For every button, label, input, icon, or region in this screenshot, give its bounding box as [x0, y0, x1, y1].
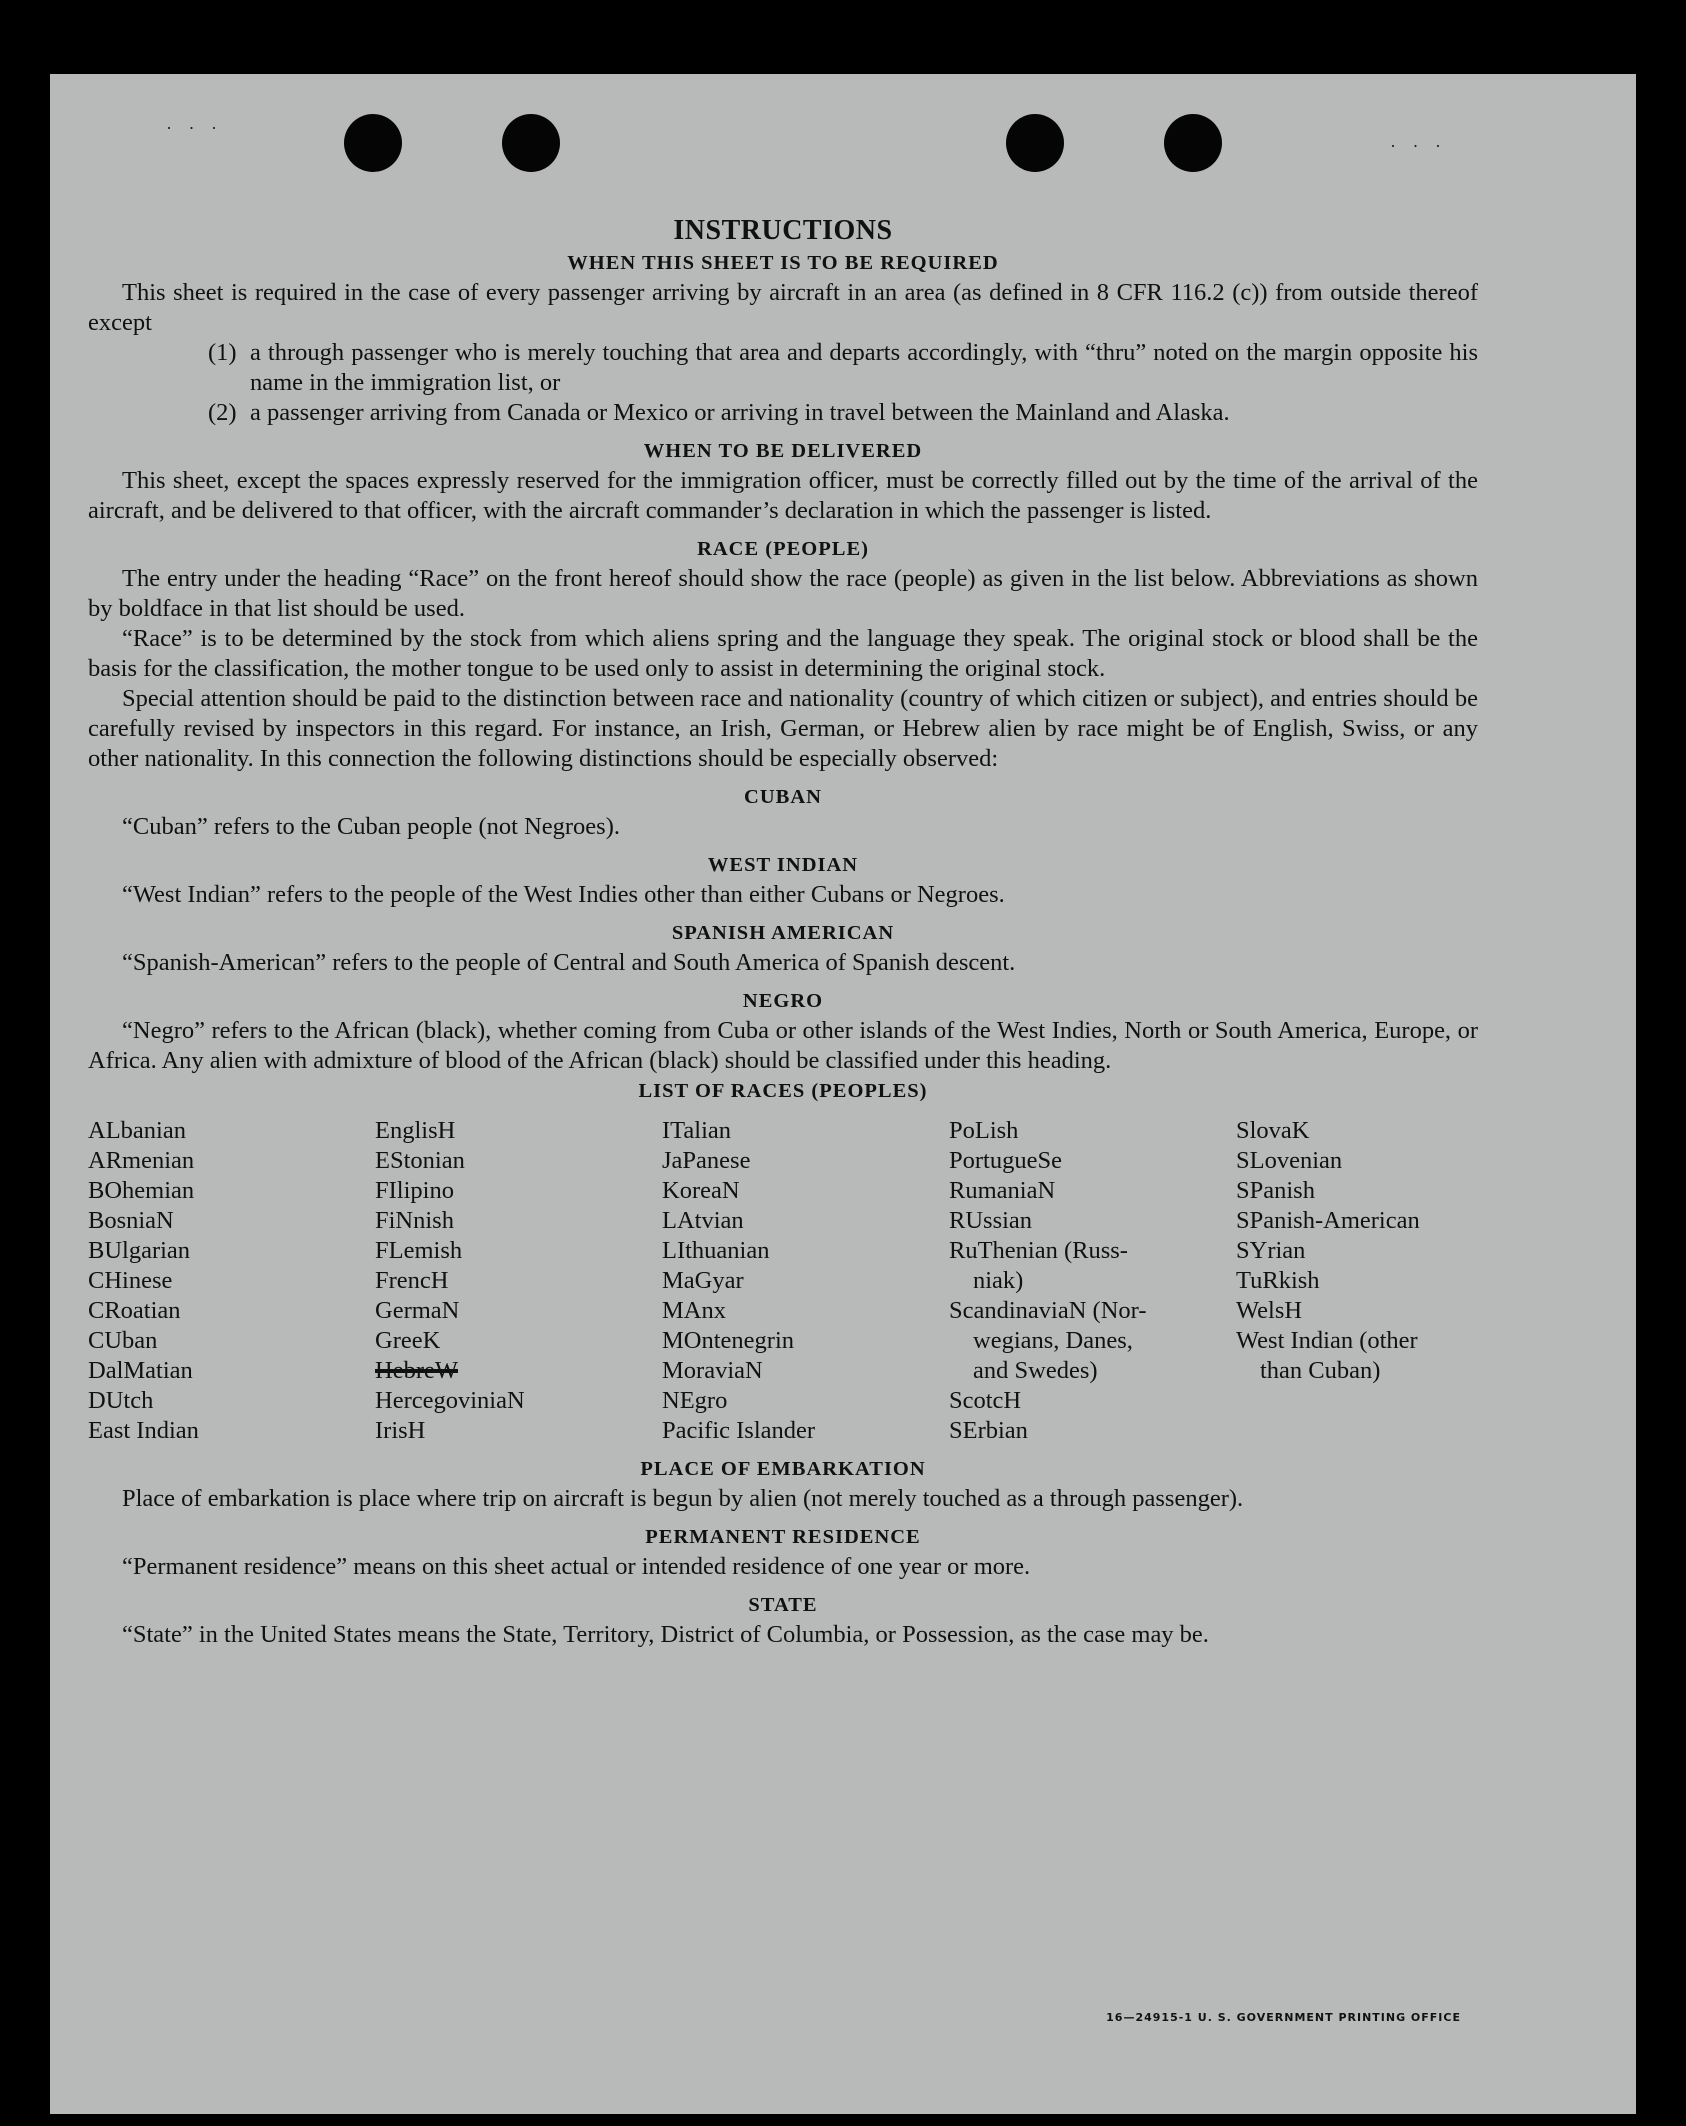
- race-entry: JaPanese: [662, 1147, 751, 1174]
- race-entry: SYrian: [1236, 1237, 1306, 1264]
- punch-hole: [344, 114, 402, 172]
- list-item-text: a through passenger who is merely touching that area and departs accordingly, with “thru” noted on the margin opposite his name in the immigration list, or: [250, 339, 1478, 396]
- section-heading-state: STATE: [748, 1594, 818, 1616]
- race-entry: ALbanian: [88, 1117, 186, 1144]
- document-body: [88, 214, 1478, 1650]
- race-entry: EnglisH: [375, 1117, 456, 1144]
- paragraph-negro: “Negro” refers to the African (black), whether coming from Cuba or other islands of the West Indies, North or South America, Europe, or Africa. Any alien with admixture of blood of the African (black) should be classified under this heading.: [88, 1017, 1478, 1074]
- race-entry: MaGyar: [662, 1267, 744, 1294]
- section-heading-west-indian: WEST INDIAN: [707, 854, 859, 876]
- race-entry: LAtvian: [662, 1207, 744, 1234]
- list-item-text: a passenger arriving from Canada or Mexico or arriving in travel between the Mainland and Alaska.: [250, 399, 1230, 426]
- section-heading-races-list: LIST OF RACES (PEOPLES): [638, 1080, 928, 1102]
- race-entry: IrisH: [375, 1417, 426, 1444]
- race-entry: CHinese: [88, 1267, 173, 1294]
- section-heading-race: RACE (PEOPLE): [697, 538, 869, 560]
- race-entry: MAnx: [662, 1297, 726, 1324]
- race-entry: FiNnish: [375, 1207, 454, 1234]
- paragraph-race-3: Special attention should be paid to the distinction between race and nationality (country of which citizen or subject), and entries should be carefully revised by inspectors in this regard. For instance, an Irish, German, or Hebrew alien by race might be of English, Swiss, or any other nationality. In this connection the following distinctions should be especially observed:: [88, 685, 1478, 772]
- race-entry: West Indian (other: [1236, 1327, 1418, 1354]
- races-column-2: [375, 1116, 662, 1446]
- section-heading-when-required: WHEN THIS SHEET IS TO BE REQUIRED: [567, 252, 999, 274]
- race-entry: RumaniaN: [949, 1177, 1056, 1204]
- document-sheet: [50, 74, 1636, 2114]
- section-heading-spanish-american: SPANISH AMERICAN: [671, 922, 895, 944]
- punch-hole: [1164, 114, 1222, 172]
- paragraph-west-indian: “West Indian” refers to the people of the West Indies other than either Cubans or Negroes.: [122, 881, 1005, 908]
- race-entry: MOntenegrin: [662, 1327, 794, 1354]
- race-entry-continued: niak): [973, 1267, 1024, 1294]
- race-entry: SlovaK: [1236, 1117, 1310, 1144]
- races-list: [88, 1116, 1478, 1446]
- race-entry: GreeK: [375, 1327, 441, 1354]
- race-entry: HercegoviniaN: [375, 1387, 525, 1414]
- race-entry-struck: HebreW: [375, 1357, 458, 1384]
- section-heading-negro: NEGRO: [742, 990, 824, 1012]
- race-entry: EStonian: [375, 1147, 465, 1174]
- race-entry: BOhemian: [88, 1177, 195, 1204]
- race-entry: GermaN: [375, 1297, 460, 1324]
- race-entry: ITalian: [662, 1117, 732, 1144]
- paragraph-cuban: “Cuban” refers to the Cuban people (not Negroes).: [122, 813, 620, 840]
- race-entry: DalMatian: [88, 1357, 193, 1384]
- races-column-1: [88, 1116, 375, 1446]
- race-entry: RuThenian (Russ-: [949, 1237, 1128, 1264]
- race-entry: LIthuanian: [662, 1237, 770, 1264]
- race-entry: PortugueSe: [949, 1147, 1062, 1174]
- paragraph-embarkation: Place of embarkation is place where trip on aircraft is begun by alien (not merely touched as a through passenger).: [122, 1485, 1244, 1512]
- race-entry: SPanish-American: [1236, 1207, 1420, 1234]
- race-entry: BosniaN: [88, 1207, 174, 1234]
- race-entry: SErbian: [949, 1417, 1028, 1444]
- race-entry: Pacific Islander: [662, 1417, 816, 1444]
- race-entry: ScandinaviaN (Nor-: [949, 1297, 1147, 1324]
- exception-list: [208, 338, 1478, 428]
- races-column-4: [949, 1116, 1236, 1446]
- race-entry: MoraviaN: [662, 1357, 763, 1384]
- paragraph-race-1: The entry under the heading “Race” on the front hereof should show the race (people) as given in the list below. Abbreviations as shown by boldface in that list should be used.: [88, 565, 1478, 622]
- race-entry: FLemish: [375, 1237, 463, 1264]
- race-entry: PoLish: [949, 1117, 1019, 1144]
- race-entry: TuRkish: [1236, 1267, 1320, 1294]
- paragraph-residence: “Permanent residence” means on this sheet actual or intended residence of one year or more.: [122, 1553, 1031, 1580]
- race-entry-continued: and Swedes): [973, 1357, 1098, 1384]
- paragraph-when-delivered: This sheet, except the spaces expressly reserved for the immigration officer, must be correctly filled out by the time of the arrival of the aircraft, and be delivered to that officer, with the aircraft commander’s declaration in which the passenger is listed.: [88, 467, 1478, 524]
- race-entry: CUban: [88, 1327, 158, 1354]
- race-entry-continued: wegians, Danes,: [973, 1327, 1133, 1354]
- race-entry: NEgro: [662, 1387, 728, 1414]
- section-heading-residence: PERMANENT RESIDENCE: [645, 1526, 921, 1548]
- race-entry-continued: than Cuban): [1260, 1357, 1381, 1384]
- race-entry: East Indian: [88, 1417, 199, 1444]
- printing-office-code: 16—24915-1 U. S. GOVERNMENT PRINTING OFFICE: [1106, 2011, 1461, 2024]
- section-heading-when-delivered: WHEN TO BE DELIVERED: [643, 440, 923, 462]
- list-item: [208, 398, 1478, 428]
- race-entry: SPanish: [1236, 1177, 1315, 1204]
- section-heading-embarkation: PLACE OF EMBARKATION: [640, 1458, 926, 1480]
- punch-hole: [1006, 114, 1064, 172]
- race-entry: SLovenian: [1236, 1147, 1343, 1174]
- paragraph-race-2: “Race” is to be determined by the stock from which aliens spring and the language they speak. The original stock or blood shall be the basis for the classification, the mother tongue to be used only to assist in determining the original stock.: [88, 625, 1478, 682]
- section-heading-cuban: CUBAN: [744, 786, 822, 808]
- paragraph-when-required: This sheet is required in the case of every passenger arriving by aircraft in an area (as defined in 8 CFR 116.2 (c)) from outside thereof except: [88, 279, 1478, 336]
- race-entry: FIlipino: [375, 1177, 454, 1204]
- races-column-3: [662, 1116, 949, 1446]
- punch-hole: [502, 114, 560, 172]
- race-entry: KoreaN: [662, 1177, 740, 1204]
- race-entry: BUlgarian: [88, 1237, 191, 1264]
- race-entry: RUssian: [949, 1207, 1033, 1234]
- race-entry: DUtch: [88, 1387, 154, 1414]
- race-entry: FrencH: [375, 1267, 449, 1294]
- paragraph-spanish-american: “Spanish-American” refers to the people of Central and South America of Spanish descent.: [122, 949, 1016, 976]
- list-item-number: (1): [208, 339, 237, 366]
- race-entry: CRoatian: [88, 1297, 181, 1324]
- list-item: [208, 338, 1478, 398]
- scan-specks: · · ·: [1390, 136, 1447, 156]
- race-entry: ARmenian: [88, 1147, 195, 1174]
- list-item-number: (2): [208, 399, 237, 426]
- page-title: INSTRUCTIONS: [673, 215, 893, 246]
- race-entry: WelsH: [1236, 1297, 1303, 1324]
- race-entry: ScotcH: [949, 1387, 1022, 1414]
- paragraph-state: “State” in the United States means the State, Territory, District of Columbia, or Possession, as the case may be.: [122, 1621, 1209, 1648]
- scan-specks: · · ·: [166, 118, 223, 138]
- races-column-5: [1236, 1116, 1486, 1446]
